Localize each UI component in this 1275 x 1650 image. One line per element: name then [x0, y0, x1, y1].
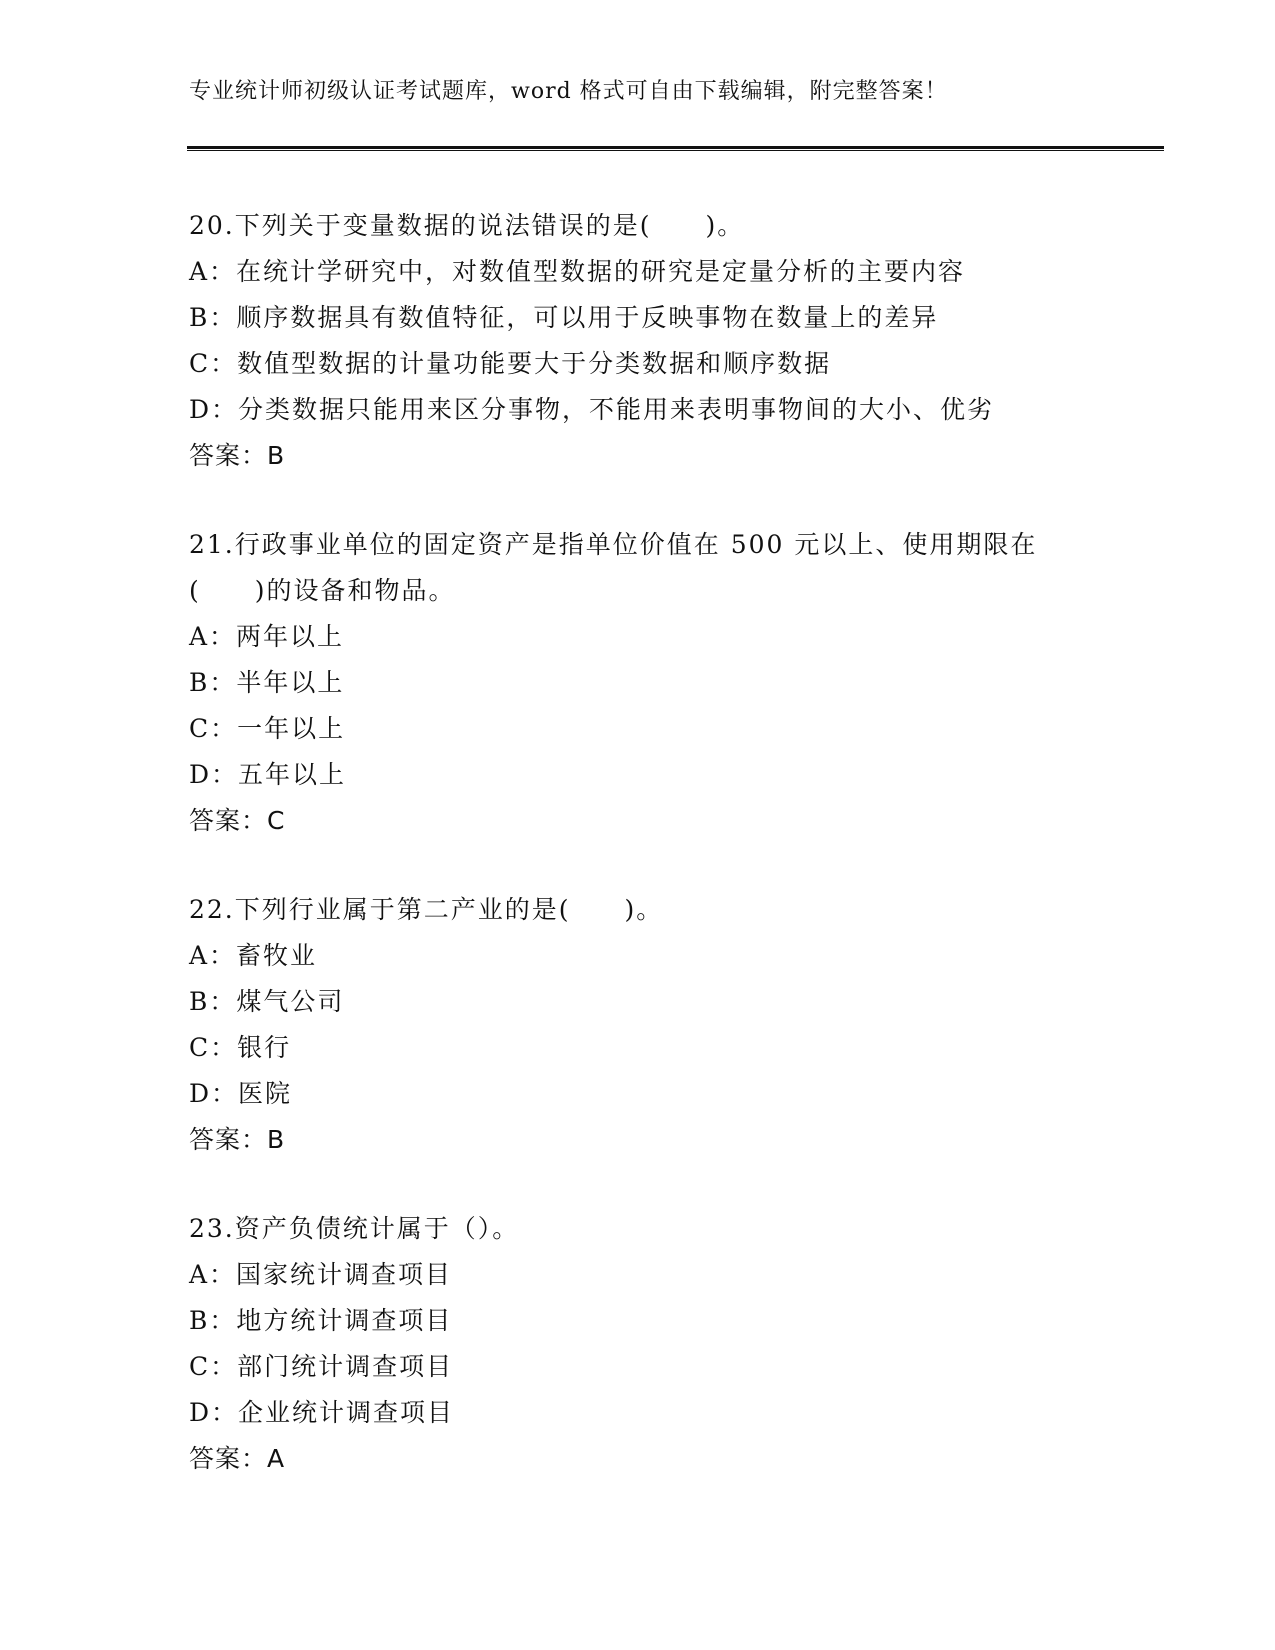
question-stem: 22.下列行业属于第二产业的是( )。	[189, 895, 664, 924]
option-c: C：银行	[189, 1033, 292, 1062]
option-d: D：医院	[189, 1079, 293, 1108]
page-header: 专业统计师初级认证考试题库，word 格式可自由下载编辑，附完整答案！	[189, 79, 948, 104]
answer-line: 答案：A	[189, 1444, 286, 1473]
option-b: B：煤气公司	[189, 987, 345, 1016]
option-b: B：半年以上	[189, 668, 345, 697]
option-a: A：国家统计调查项目	[189, 1260, 453, 1289]
header-divider	[187, 146, 1164, 151]
question-stem: 23.资产负债统计属于（）。	[189, 1214, 520, 1243]
question-21	[189, 522, 1169, 844]
option-d: D：企业统计调查项目	[189, 1398, 455, 1427]
option-c: C：一年以上	[189, 714, 346, 743]
question-20	[189, 203, 1169, 479]
option-d: D：分类数据只能用来区分事物，不能用来表明事物间的大小、优劣	[189, 395, 995, 424]
option-a: A：在统计学研究中，对数值型数据的研究是定量分析的主要内容	[189, 257, 966, 286]
option-a: A：两年以上	[189, 622, 345, 651]
option-b: B：地方统计调查项目	[189, 1306, 453, 1335]
question-22	[189, 887, 1169, 1163]
option-c: C：部门统计调查项目	[189, 1352, 454, 1381]
option-a: A：畜牧业	[189, 941, 318, 970]
option-b: B：顺序数据具有数值特征，可以用于反映事物在数量上的差异	[189, 303, 939, 332]
option-c: C：数值型数据的计量功能要大于分类数据和顺序数据	[189, 349, 832, 378]
question-stem: 21.行政事业单位的固定资产是指单位价值在 500 元以上、使用期限在	[189, 530, 1038, 559]
answer-line: 答案：C	[189, 806, 286, 835]
answer-line: 答案：B	[189, 441, 286, 470]
question-stem: 20.下列关于变量数据的说法错误的是( )。	[189, 211, 745, 240]
option-d: D：五年以上	[189, 760, 347, 789]
answer-line: 答案：B	[189, 1125, 286, 1154]
question-23	[189, 1206, 1169, 1482]
question-stem-continued: ( )的设备和物品。	[189, 576, 456, 605]
question-list	[189, 203, 1169, 1525]
